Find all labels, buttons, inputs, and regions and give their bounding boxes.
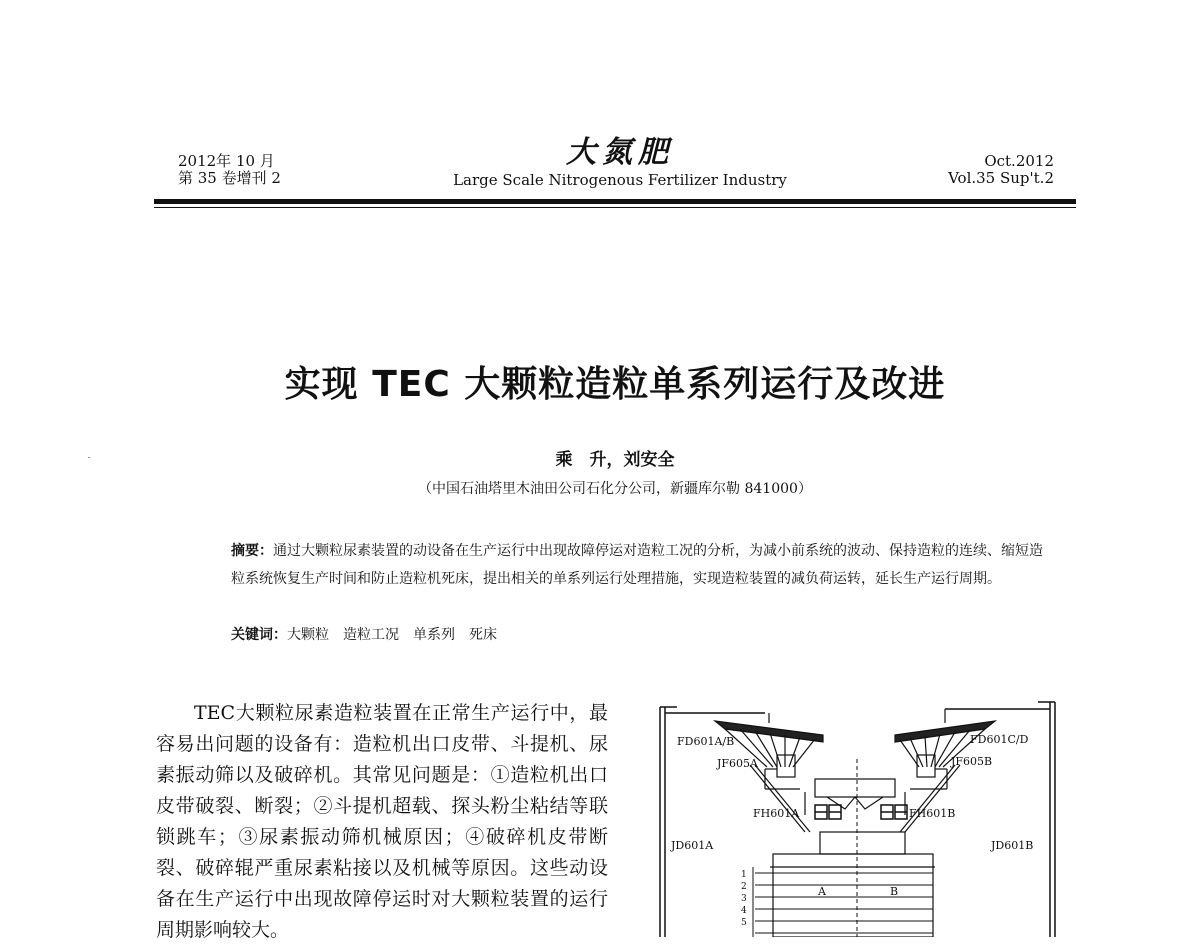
label-jf-left: JF605A xyxy=(717,757,758,770)
header-volume-cn: 第 35 卷增刊 2 xyxy=(178,169,281,187)
article-authors: 乘 升，刘安全 xyxy=(555,450,675,470)
hopper-left xyxy=(815,805,841,819)
row-number: 5 xyxy=(741,918,747,928)
distribution-box xyxy=(805,779,905,815)
abstract-label: 摘要： xyxy=(231,543,273,559)
row-number: 3 xyxy=(741,894,747,904)
label-jd-left: JD601A xyxy=(671,839,714,852)
body-paragraph: TEC大颗粒尿素造粒装置在正常生产运行中，最容易出问题的设备有：造粒机出口皮带、斗提机、尿素振动筛以及破碎机。其常见问题是：①造粒机出口皮带破裂、断裂；②斗提机超载、探头粉尘粘结等联锁跳车；③尿素振动筛机械原因；④破碎机皮带断裂、破碎辊严重尿素粘接以及机械等原因。这些动设备在生产运行中出现故障停运时对大颗粒装置的运行周期影响较大。 xyxy=(156,702,608,941)
row-number: 4 xyxy=(741,906,747,916)
label-fh-right: FH601B xyxy=(909,807,956,820)
process-diagram xyxy=(655,697,1060,937)
label-jd-right: JD601B xyxy=(991,839,1034,852)
keyword: 单系列 xyxy=(413,627,455,643)
hopper-right xyxy=(881,805,907,819)
article-affiliation: （中国石油塔里木油田公司石化分公司，新疆库尔勒 841000） xyxy=(418,481,812,497)
abstract-paragraph xyxy=(197,537,1043,593)
row-number: 1 xyxy=(741,870,747,880)
label-section-b: B xyxy=(890,885,899,898)
article-title: 实现 TEC 大颗粒造粒单系列运行及改进 xyxy=(284,364,946,405)
label-fd-left: FD601A/B xyxy=(677,735,735,748)
header-issue-en xyxy=(948,153,1054,187)
header-rule-thin xyxy=(154,207,1076,208)
body-column-left xyxy=(156,698,608,946)
row-number: 2 xyxy=(741,882,747,892)
keywords xyxy=(231,621,511,649)
process-figure xyxy=(655,697,1060,937)
abstract xyxy=(197,537,1043,593)
row-lines xyxy=(753,867,933,937)
keyword: 大颗粒 xyxy=(287,627,329,643)
label-fh-left: FH601A xyxy=(753,807,800,820)
keyword: 造粒工况 xyxy=(343,627,399,643)
header-volume-en: Vol.35 Sup't.2 xyxy=(948,169,1054,187)
header-date-en: Oct.2012 xyxy=(984,152,1054,170)
keywords-label: 关键词： xyxy=(231,627,287,643)
abstract-text: 通过大颗粒尿素装置的动设备在生产运行中出现故障停运对造粒工况的分析，为减小前系统的波动、保持造粒的连续、缩短造粒系统恢复生产时间和防止造粒机死床，提出相关的单系列运行处理措施，实现造粒装置的减负荷运转，延长生产运行周期。 xyxy=(231,543,1043,587)
keyword: 死床 xyxy=(469,627,497,643)
header-date-cn: 2012年 10 月 xyxy=(178,152,275,170)
label-section-a: A xyxy=(818,885,826,898)
crusher-right xyxy=(910,755,947,789)
journal-name-en: Large Scale Nitrogenous Fertilizer Industry xyxy=(453,171,787,189)
label-fd-right: FD601C/D xyxy=(970,733,1029,746)
journal-logo: 大氮肥 xyxy=(566,135,674,170)
header-rule-thick xyxy=(154,199,1076,204)
feed-lines xyxy=(750,765,960,832)
label-jf-right: JF605B xyxy=(951,755,993,768)
